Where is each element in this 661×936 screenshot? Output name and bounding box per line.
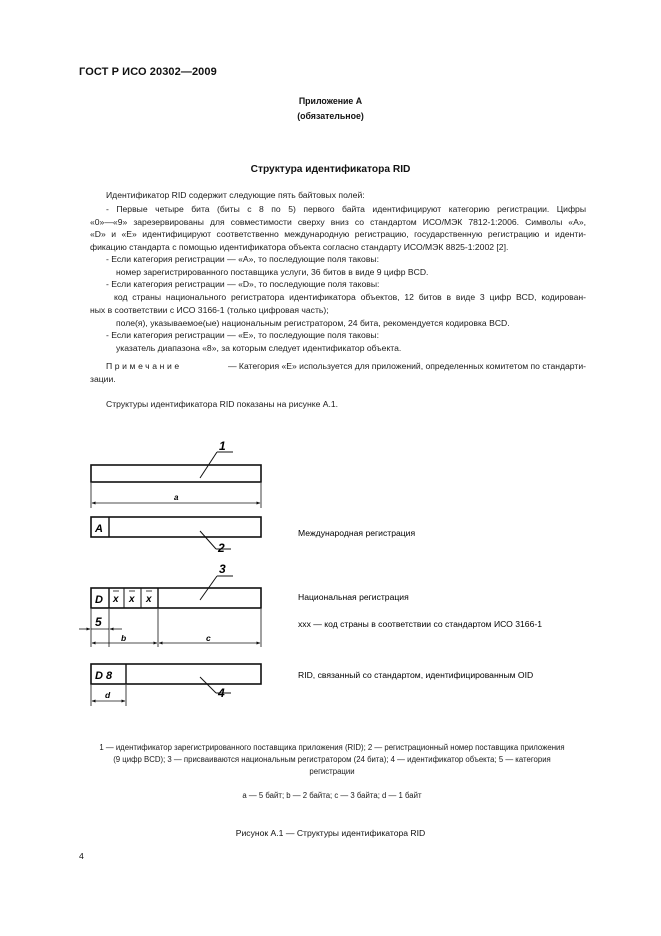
callout-5: 5 — [95, 615, 102, 629]
international-box — [91, 517, 261, 537]
dimension-c-letter: c — [206, 633, 211, 643]
legend-line-1: 1 — идентификатор зарегистрированного поставщика приложения (RID); 2 — регистрационный номер поставщика приложения — [99, 743, 565, 752]
note-label: Примечание — [106, 361, 182, 371]
intro-paragraph: Идентификатор RID содержит следующие пять байтовых полей: — [106, 190, 365, 200]
category-d-field-1-line-1: код страны национального регистратора идентификатора объектов, 12 битов в виде 3 цифр BCD, кодирован- — [114, 292, 586, 302]
category-d-cell: D — [95, 594, 103, 606]
category-d-item: - Если категория регистрации — «D», то последующие поля таковы: — [106, 279, 380, 289]
category-d-field-2: поле(я), указываемое(ые) национальным регистратором, 24 бита, рекомендуется кодировка BCD. — [116, 317, 510, 328]
country-digit-1: x — [113, 594, 119, 605]
label-international: Международная регистрация — [298, 528, 416, 538]
rid-structure-figure — [0, 430, 661, 720]
appendix-subtitle: (обязательное) — [297, 111, 364, 121]
appendix-title: Приложение А — [298, 96, 363, 106]
p1-line-4: фикацию стандарта с помощью идентификатора объекта согласно стандарту ИСО/МЭК 8825-1:2002 [2]. — [90, 241, 509, 252]
rid-box — [91, 465, 261, 482]
p1-line-1: - Первые четыре бита (биты с 8 по 5) первого байта идентифицируют категорию регистрации. Цифры — [106, 204, 586, 214]
label-national: Национальная регистрация — [298, 592, 409, 602]
dimension-b-letter: b — [121, 633, 127, 643]
callout-2: 2 — [218, 541, 225, 555]
note-line-1 — [106, 360, 586, 373]
callout-4: 4 — [218, 686, 225, 700]
figure-caption: Рисунок А.1 — Структуры идентификатора RID — [235, 828, 426, 838]
legend-line-3: регистрации — [309, 767, 355, 776]
section-title: Структура идентификатора RID — [250, 164, 411, 175]
note-line-2: зации. — [90, 373, 116, 384]
leader-2 — [200, 531, 216, 549]
dimension-d-letter: d — [105, 690, 111, 700]
document-code: ГОСТ Р ИСО 20302—2009 — [79, 66, 217, 78]
dimension-a-letter: a — [174, 493, 179, 502]
note-text: — Категория «E» используется для приложений, определенных комитетом по стандарти- — [227, 361, 586, 371]
page-number: 4 — [79, 851, 84, 861]
oid-box — [91, 664, 261, 684]
category-a-cell: A — [95, 523, 103, 535]
category-e-fields: указатель диапазона «8», за которым следует идентификатор объекта. — [116, 343, 402, 353]
category-d-field-1-line-2: ных в соответствии с ИСО 3166-1 (только цифровая часть); — [90, 304, 329, 315]
p1-line-2: «0»—«9» зарезервированы для совместимости сверху вниз со стандартом ИСО/МЭК 7812-1:2006. Символы «A», — [90, 216, 586, 227]
p1-line-3: «D» и «E» идентифицируют соответственно международную регистрацию, государственную регистрацию и иденти- — [90, 229, 586, 239]
country-digit-3: x — [146, 594, 152, 605]
category-e-cell: D 8 — [95, 670, 113, 682]
label-xxx: xxx — код страны в соответствии со стандартом ИСО 3166-1 — [298, 619, 542, 629]
legend-line-2: (9 цифр BCD); 3 — присваиваются национальным регистратором (24 бита); 4 — идентификатор объекта; 5 — категория — [113, 755, 551, 764]
size-legend: a — 5 байт; b — 2 байта; c — 3 байта; d — 1 байт — [242, 791, 422, 800]
category-a-fields: номер зарегистрированного поставщика услуги, 36 битов в виде 9 цифр BCD. — [116, 266, 429, 277]
leader-4 — [200, 677, 216, 693]
callout-1: 1 — [219, 439, 226, 453]
country-digit-2: x — [129, 594, 135, 605]
figure-reference: Структуры идентификатора RID показаны на рисунке А.1. — [106, 399, 339, 409]
callout-3: 3 — [219, 562, 226, 576]
category-e-item: - Если категория регистрации — «E», то последующие поля таковы: — [106, 330, 379, 340]
category-a-item: - Если категория регистрации — «A», то последующие поля таковы: — [106, 254, 379, 264]
label-oid: RID, связанный со стандартом, идентифицированным OID — [298, 670, 534, 680]
